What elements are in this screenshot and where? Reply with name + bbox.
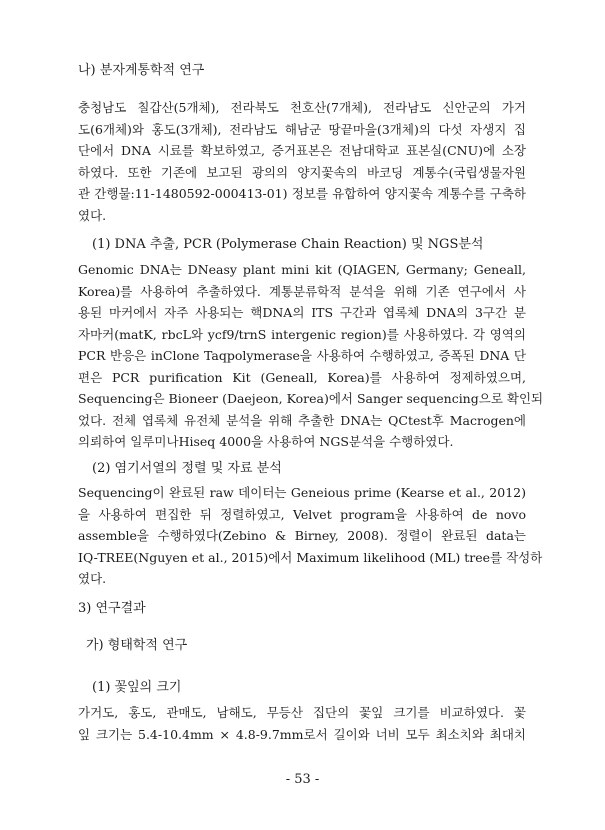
- text-line: 을 사용하여 편집한 뒤 정렬하였고, Velvet program을 사용하여 de novo: [78, 506, 526, 522]
- text-line: assemble을 수행하였다(Zebino & Birney, 2008). 정렬이 완료된 data는: [78, 528, 526, 543]
- subsection-title-petal-size: (1) 꽃잎의 크기: [92, 680, 182, 695]
- text-line: 자마커(matK, rbcL와 ycf9/trnS intergenic region)를 사용하였다. 각 영역의: [78, 326, 526, 342]
- page-number: - 53 -: [285, 772, 320, 787]
- text-line: 었다. 전체 엽록체 유전체 분석을 위해 추출한 DNA는 QCtest후 Macrogen에: [78, 412, 526, 428]
- text-line: 용된 마커에서 자주 사용되는 핵DNA의 ITS 구간과 엽록체 DNA의 3구간 분: [78, 305, 526, 320]
- text-line: 충청남도 칠갑산(5개체), 전라북도 천호산(7개체), 전라남도 신안군의 가거: [78, 100, 526, 115]
- text-line: PCR 반응은 inClone Taqpolymerase을 사용하여 수행하였고, 증폭된 DNA 단: [78, 348, 526, 363]
- paragraph-molecular-phylogeny: [78, 97, 526, 226]
- text-line: Genomic DNA는 DNeasy plant mini kit (QIAGEN, Germany; Geneall,: [78, 262, 526, 277]
- section-title-results: 3) 연구결과: [78, 601, 146, 616]
- paragraph-dna-extraction: [78, 259, 544, 453]
- section-title-morphology: 가) 형태학적 연구: [86, 638, 188, 653]
- text-line: 였다.: [78, 207, 107, 223]
- text-line: 잎 크기는 5.4-10.4mm × 4.8-9.7mm로서 길이와 너비 모두 최소치와 최대치: [78, 726, 526, 742]
- paragraph-sequence-alignment: [78, 482, 543, 590]
- text-line: Sequencing이 완료된 raw 데이터는 Geneious prime (Kearse et al., 2012): [78, 485, 526, 500]
- text-line: 단에서 DNA 시료를 확보하였고, 증거표본은 전남대학교 표본실(CNU)에 소장: [78, 143, 526, 158]
- paragraph-petal-size: [78, 702, 526, 745]
- text-line: 도(6개체)와 홍도(3개체), 전라남도 해남군 땅끝마을(3개체)의 다섯 자생지 집: [78, 121, 526, 137]
- text-line: 였다.: [78, 571, 107, 586]
- text-line: Korea)를 사용하여 추출하였다. 계통분류학적 분석을 위해 기존 연구에서 사: [78, 283, 526, 299]
- text-line: Sequencing은 Bioneer (Daejeon, Korea)에서 Sanger sequencing으로 확인되: [78, 391, 544, 406]
- text-line: 의뢰하여 일루미나Hiseq 4000을 사용하여 NGS분석을 수행하였다.: [78, 434, 454, 449]
- text-line: IQ-TREE(Nguyen et al., 2015)에서 Maximum likelihood (ML) tree를 작성하: [78, 549, 543, 565]
- text-line: 편은 PCR purification Kit (Geneall, Korea)를 사용하여 정제하였으며,: [78, 369, 526, 385]
- text-line: 가거도, 홍도, 관매도, 남해도, 무등산 집단의 꽃잎 크기를 비교하였다. 꽃: [78, 705, 526, 720]
- section-title-molecular-phylogeny: 나) 분자계통학적 연구: [78, 63, 205, 78]
- subsection-title-dna-extraction: (1) DNA 추출, PCR (Polymerase Chain Reaction) 및 NGS분석: [92, 237, 484, 252]
- text-line: 관 간행물:11-1480592-000413-01) 정보를 유합하여 양지꽃속 계통수를 구축하: [78, 186, 526, 201]
- text-line: 하였다. 또한 기존에 보고된 광의의 양지꽃속의 바코딩 계통수(국립생물자원: [78, 164, 526, 180]
- subsection-title-sequence-alignment: (2) 염기서열의 정렬 및 자료 분석: [92, 461, 282, 476]
